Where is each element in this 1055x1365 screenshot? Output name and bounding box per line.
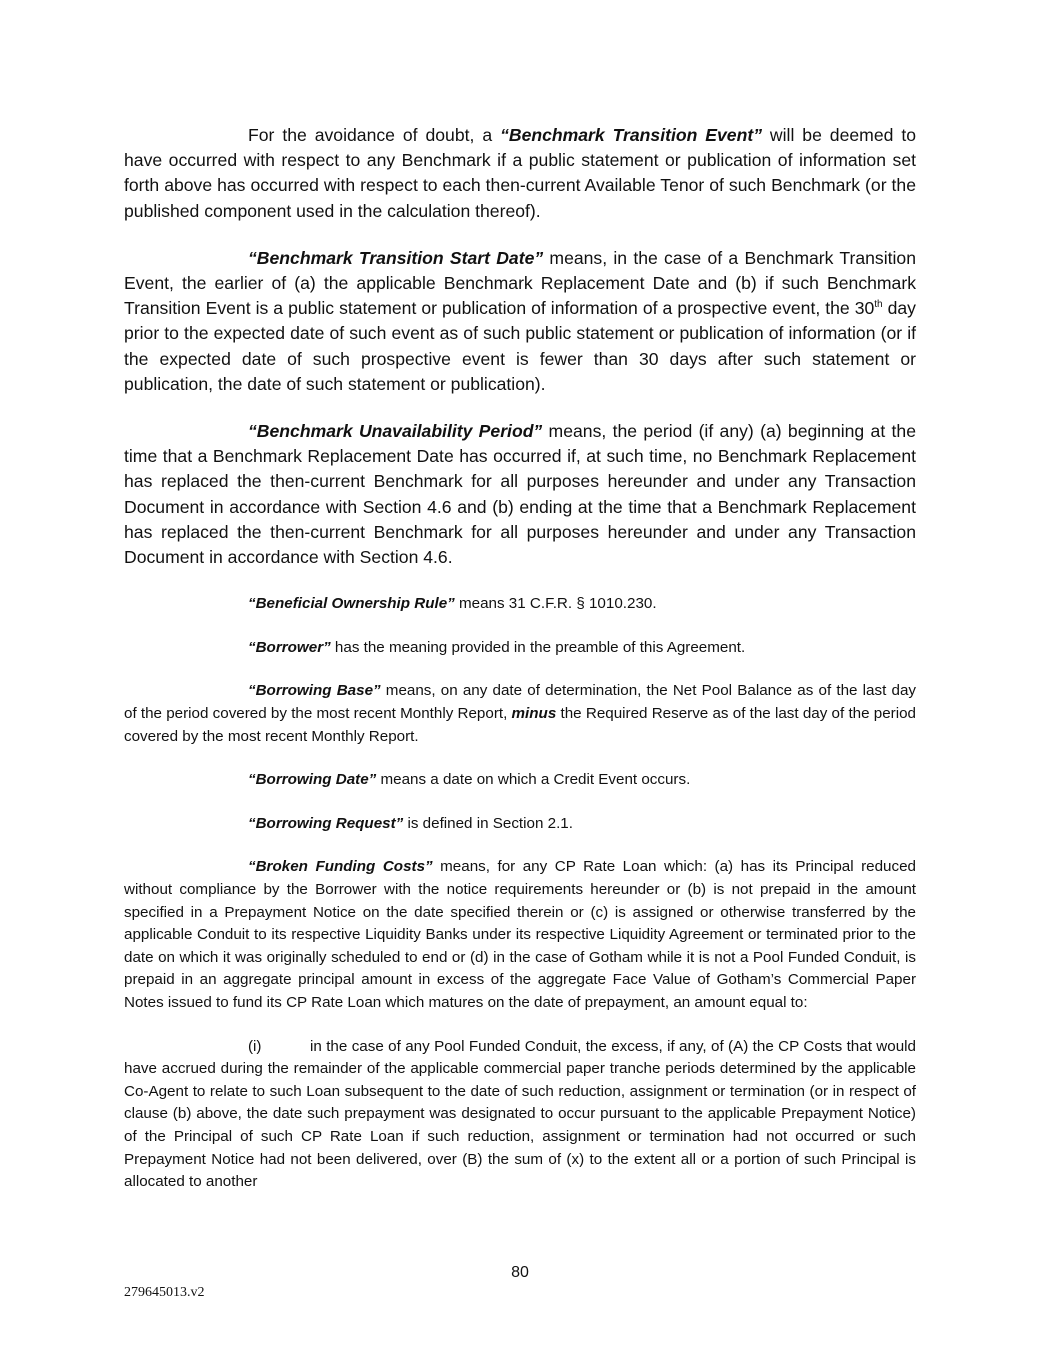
page-number: 80 xyxy=(511,1264,529,1281)
paragraph-borrowing-request: “Borrowing Request” is defined in Section 2.1. xyxy=(248,814,573,832)
paragraph-beneficial-ownership-rule: “Beneficial Ownership Rule” means 31 C.F.R. § 1010.230. xyxy=(248,595,657,613)
document-id: 279645013.v2 xyxy=(124,1285,205,1300)
paragraph-benchmark-unavailability-period: “Benchmark Unavailability Period” means, the period (if any) (a) beginning at the time that a Benchmark Replacement Date has occurred if, at such time, no Benchmark Replacement has replaced the then-current Benchmark for all purposes hereunder and under any Transaction Document in accordance with Section 4.6 and (b) ending at the time that a Benchmark Replacement has replaced the then-current Benchmark for all purposes hereunder and under any Transaction Document in accordance with Section 4.6. xyxy=(124,421,916,568)
defined-term: “Beneficial Ownership Rule” xyxy=(248,595,455,613)
paragraph-borrower: “Borrower” has the meaning provided in the preamble of this Agreement. xyxy=(248,638,746,656)
paragraph-borrowing-date: “Borrowing Date” means a date on which a Credit Event occurs. xyxy=(248,771,691,789)
paragraph-borrowing-base: “Borrowing Base” means, on any date of determination, the Net Pool Balance as of the last day of the period covered by the most recent Monthly Report, minus the Required Reserve as of the last day of the period covered by the most recent Monthly Report. xyxy=(124,682,916,745)
emphasis-minus: minus xyxy=(511,705,557,723)
clause-number: (i) xyxy=(248,1037,262,1055)
defined-term: “Benchmark Transition Event” xyxy=(500,125,762,145)
defined-term: “Benchmark Transition Start Date” xyxy=(248,247,544,268)
paragraph-benchmark-transition-event: For the avoidance of doubt, a “Benchmark Transition Event” will be deemed to have occurred with respect to any Benchmark if a public statement or publication of information set forth above has occurred with respect to each then-current Available Tenor of such Benchmark (or the published component used in the calculation thereof). xyxy=(124,125,916,221)
paragraph-benchmark-transition-start-date: “Benchmark Transition Start Date” means, in the case of a Benchmark Transition Event, the earlier of (a) the applicable Benchmark Replacement Date and (b) if such Benchmark Transition Event is a public statement or publication of information of a prospective event, the 30th day prior to the expected date of such event as of such public statement or publication of information (or if the expected date of such prospective event is fewer than 30 days after such statement or publication, the date of such statement or publication). xyxy=(124,247,916,394)
document-body xyxy=(124,123,916,1194)
defined-term: “Benchmark Unavailability Period” xyxy=(248,421,543,442)
defined-term: “Borrowing Base” xyxy=(248,682,381,700)
paragraph-broken-funding-costs: “Broken Funding Costs” means, for any CP Rate Loan which: (a) has its Principal reduced without compliance by the Borrower with the notice requirements hereunder or (b) is not prepaid in the amount specified in a Prepayment Notice on the date specified therein or (c) is assigned or otherwise transferred by the applicable Conduit to its respective Liquidity Banks under its respective Liquidity Agreement or terminated prior to the date on which it was originally scheduled to end or (d) in the case of Gotham while it is not a Pool Funded Conduit, is prepaid in an aggregate principal amount in excess of the aggregate Face Value of Gotham’s Commercial Paper Notes issued to fund its CP Rate Loan which matures on the date of prepayment, an amount equal to: xyxy=(124,858,916,1011)
defined-term: “Borrowing Date” xyxy=(248,771,377,789)
clause-i: (i) in the case of any Pool Funded Conduit, the excess, if any, of (A) the CP Costs that would have accrued during the remainder of the applicable commercial paper tranche periods determined by the applicable Co-Agent to relate to such Loan subsequent to the date of such reduction, assignment or termination (or in respect of clause (b) above, the date such prepayment was designated to occur pursuant to the applicable Prepayment Notice) of the Principal of such CP Rate Loan if such reduction, assignment or termination had not occurred or such Prepayment Notice had not been delivered, over (B) the sum of (x) to the extent all or a portion of such Principal is allocated to another xyxy=(124,1037,916,1191)
defined-term: “Borrower” xyxy=(248,638,331,656)
defined-term: “Broken Funding Costs” xyxy=(248,858,433,876)
defined-term: “Borrowing Request” xyxy=(248,814,404,832)
